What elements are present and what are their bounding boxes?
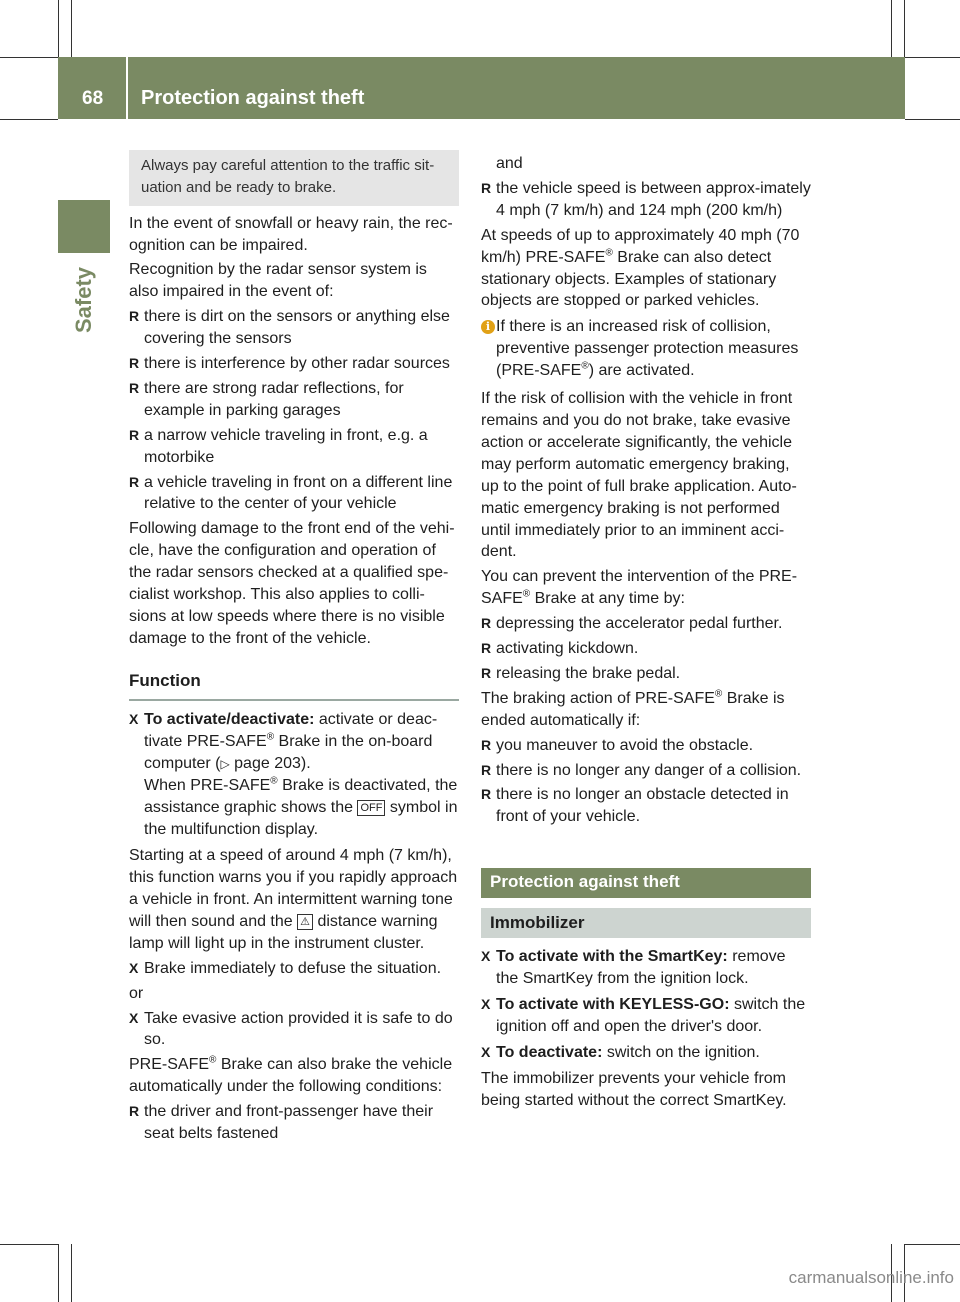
step-label: To activate with the SmartKey: <box>496 948 728 966</box>
paragraph <box>481 566 811 610</box>
text: Brake can also detect stationary objects. Examples of stationary objects are stopped or parked vehicles. <box>481 248 777 310</box>
list-item: R the driver and front-passenger have their seat belts fastened <box>129 1101 459 1145</box>
registered-mark: ® <box>581 360 589 372</box>
list-item: R there is no longer any danger of a collision. <box>481 760 811 782</box>
crop-mark <box>904 0 905 57</box>
registered-mark: ® <box>209 1054 217 1066</box>
step-text: Brake is deactivated, the assistance graphic shows the <box>144 777 458 817</box>
text: At speeds of up to approximately 40 mph (70 km/h) PRE-SAFE <box>481 226 800 266</box>
step-item <box>481 994 811 1038</box>
text: PRE-SAFE <box>129 1056 210 1074</box>
crop-mark <box>71 1244 72 1302</box>
right-column <box>481 153 811 1115</box>
text: Brake is ended automatically if: <box>481 689 785 729</box>
list-item: R there is interference by other radar sources <box>129 353 459 375</box>
continuation-text: and <box>496 155 523 172</box>
crop-mark <box>58 0 59 57</box>
step-label: To activate with KEYLESS-GO: <box>496 996 730 1014</box>
paragraph: The immobilizer prevents your vehicle from being started without the correct SmartKey. <box>481 1069 787 1109</box>
registered-mark: ® <box>605 247 613 259</box>
crop-mark <box>0 1244 58 1245</box>
step-item <box>481 1042 811 1064</box>
crop-mark <box>905 57 960 58</box>
list-item: R a vehicle traveling in front on a different line relative to the center of your vehicle <box>129 472 459 516</box>
watermark: carmanualsonline.info <box>788 1268 954 1287</box>
step-text: switch on the ignition. <box>606 1043 760 1061</box>
list-item: R there is no longer an obstacle detected in front of your vehicle. <box>481 784 811 828</box>
step-text: When PRE-SAFE <box>144 777 271 795</box>
list-item: R depressing the accelerator pedal further. <box>481 613 811 635</box>
registered-mark: ® <box>266 731 275 743</box>
paragraph: Following damage to the front end of the vehi-cle, have the configuration and operation of the radar sensors checked at a qualified spe-cialist workshop. This also applies to colli-sions at low speeds where there is no visible damage to the front of the vehicle. <box>129 520 455 647</box>
crop-mark <box>0 119 58 120</box>
step-item: X Brake immediately to defuse the situation. <box>129 958 459 980</box>
step-text: switch the ignition off and open the driver's door. <box>496 996 806 1035</box>
text: The braking action of PRE-SAFE <box>481 689 715 707</box>
step-item: X Take evasive action provided it is safe to do so. <box>129 1008 459 1052</box>
section-heading: Protection against theft <box>481 868 811 898</box>
info-note <box>481 316 811 382</box>
info-icon: i <box>481 320 495 334</box>
text: Starting at a speed of around 4 mph (7 km/h), this function warns you if you rapidly approach a vehicle in front. An intermittent warning tone will then sound and the <box>129 847 458 930</box>
registered-mark: ® <box>714 688 723 700</box>
text: Brake can also brake the vehicle automatically under the following conditions: <box>129 1056 453 1096</box>
paragraph <box>129 1054 459 1098</box>
crop-mark <box>891 0 892 57</box>
header-divider <box>126 57 128 119</box>
registered-mark: ® <box>522 588 531 600</box>
distance-warning-lamp-icon: ⚠ <box>297 914 313 930</box>
registered-mark: ® <box>270 776 278 788</box>
paragraph: Recognition by the radar sensor system is also impaired in the event of: <box>129 261 427 301</box>
text: You can prevent the intervention of the PRE-SAFE <box>481 568 798 608</box>
text: ) are activated. <box>588 362 695 380</box>
list-item: R there are strong radar reflections, for example in parking garages <box>129 378 459 422</box>
warning-box: Always pay careful attention to the traffic sit-uation and be ready to brake. <box>129 150 459 206</box>
text: distance warning lamp will light up in the instrument cluster. <box>129 912 438 952</box>
list-item: R the vehicle speed is between approx-imately 4 mph (7 km/h) and 124 mph (200 km/h) <box>481 178 811 222</box>
crop-mark <box>905 1244 960 1245</box>
subsection-heading: Immobilizer <box>481 908 811 938</box>
page-ref-arrow-icon: ▷ <box>220 756 230 771</box>
paragraph <box>481 688 811 732</box>
text: If there is an increased risk of collision, preventive passenger protection measures (PRE-SAFE <box>496 318 799 380</box>
list-item: R there is dirt on the sensors or anything else covering the sensors <box>129 306 459 350</box>
paragraph: If the risk of collision with the vehicle in front remains and you do not brake, take evasive action or accelerate significantly, the vehicle may perform automatic emergency braking, up to the point of full brake application. Auto-matic emergency braking is not performed until immediately prior to an imminent acci-dent. <box>481 390 797 561</box>
step-text: Brake in the on-board computer ( <box>144 732 433 772</box>
step-label: To activate/deactivate: <box>144 710 315 728</box>
page-number: 68 <box>82 88 104 109</box>
list-item: R activating kickdown. <box>481 638 811 660</box>
step-text: activate or deac-tivate PRE-SAFE <box>144 710 438 750</box>
paragraph: In the event of snowfall or heavy rain, the rec-ognition can be impaired. <box>129 214 453 254</box>
crop-mark <box>0 57 58 58</box>
paragraph <box>129 845 459 955</box>
chapter-tab <box>58 200 110 253</box>
function-heading: Function <box>129 670 459 701</box>
left-column <box>129 150 459 1148</box>
step-text: remove the SmartKey from the ignition lock. <box>496 948 786 988</box>
page-link[interactable]: page 203). <box>234 754 311 772</box>
pre-safe-off-icon: OFF <box>357 800 385 816</box>
header-title: Protection against theft <box>141 87 365 109</box>
crop-mark <box>905 119 960 120</box>
step-item <box>129 709 459 841</box>
list-item: R a narrow vehicle traveling in front, e.g. a motorbike <box>129 425 459 469</box>
or-text: or <box>129 984 144 1002</box>
chapter-label: Safety <box>71 266 96 334</box>
step-item <box>481 946 811 990</box>
list-item: R releasing the brake pedal. <box>481 663 811 685</box>
step-label: To deactivate: <box>496 1043 603 1061</box>
list-item: R you maneuver to avoid the obstacle. <box>481 735 811 757</box>
paragraph <box>481 225 811 313</box>
step-text: symbol in the multifunction display. <box>144 799 458 839</box>
crop-mark <box>58 1244 59 1302</box>
crop-mark <box>71 0 72 57</box>
text: Brake at any time by: <box>534 590 685 608</box>
